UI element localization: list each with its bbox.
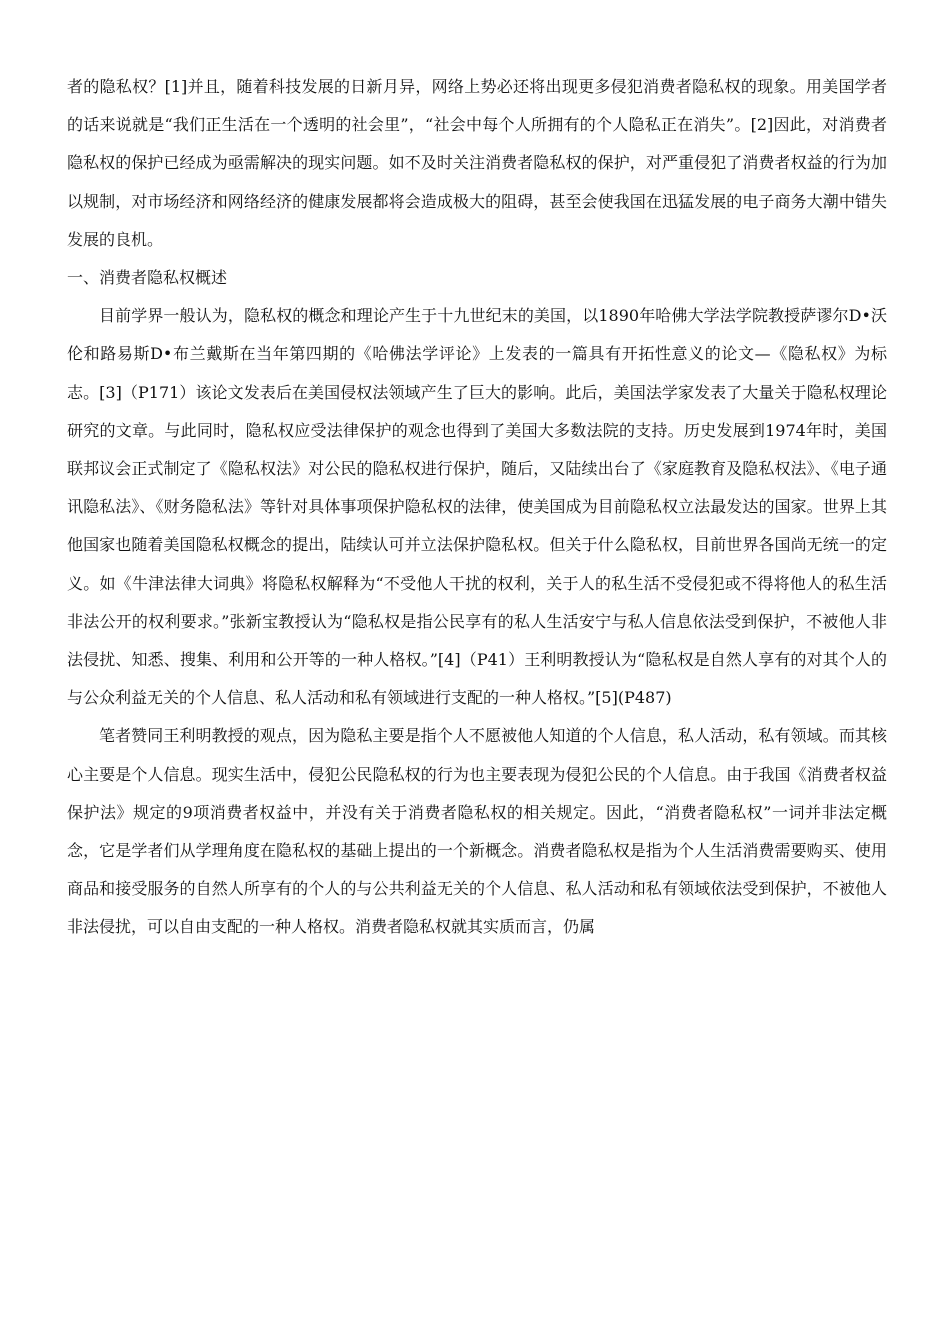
section-heading: 一、消费者隐私权概述 — [67, 268, 228, 288]
document-page — [67, 68, 887, 947]
paragraph-author-view: 笔者赞同王利明教授的观点，因为隐私主要是指个人不愿被他人知道的个人信息，私人活动，私有领域。而其核心主要是个人信息。现实生活中，侵犯公民隐私权的行为也主要表现为侵犯公民的个人信息。由于我国《消费者权益保护法》规定的9项消费者权益中，并没有关于消费者隐私权的相关规定。因此，“消费者隐私权”一词并非法定概念，它是学者们从学理角度在隐私权的基础上提出的一个新概念。消费者隐私权是指为个人生活消费需要购买、使用商品和接受服务的自然人所享有的个人的与公共利益无关的个人信息、私人活动和私有领域依法受到保护，不被他人非法侵扰，可以自由支配的一种人格权。消费者隐私权就其实质而言，仍属 — [67, 726, 887, 937]
paragraph-privacy-history: 目前学界一般认为，隐私权的概念和理论产生于十九世纪末的美国，以1890年哈佛大学法学院教授萨谬尔D•沃伦和路易斯D•布兰戴斯在当年第四期的《哈佛法学评论》上发表的一篇具有开拓性意义的论文—《隐私权》为标志。[3]（P171）该论文发表后在美国侵权法领域产生了巨大的影响。此后，美国法学家发表了大量关于隐私权理论研究的文章。与此同时，隐私权应受法律保护的观念也得到了美国大多数法院的支持。历史发展到1974年时，美国联邦议会正式制定了《隐私权法》对公民的隐私权进行保护，随后，又陆续出台了《家庭教育及隐私权法》、《电子通讯隐私法》、《财务隐私法》等针对具体事项保护隐私权的法律，使美国成为目前隐私权立法最发达的国家。世界上其他国家也随着美国隐私权概念的提出，陆续认可并立法保护隐私权。但关于什么隐私权，目前世界各国尚无统一的定义。如《牛津法律大词典》将隐私权解释为“不受他人干扰的权利，关于人的私生活不受侵犯或不得将他人的私生活非法公开的权利要求。”张新宝教授认为“隐私权是指公民享有的私人生活安宁与私人信息依法受到保护，不被他人非法侵扰、知悉、搜集、利用和公开等的一种人格权。”[4]（P41）王利明教授认为“隐私权是自然人享有的对其个人的与公众利益无关的个人信息、私人活动和私有领域进行支配的一种人格权。”[5](P487) — [67, 306, 887, 708]
paragraph-continuation: 者的隐私权？[1]并且，随着科技发展的日新月异，网络上势必还将出现更多侵犯消费者隐私权的现象。用美国学者的话来说就是“我们正生活在一个透明的社会里”，“社会中每个人所拥有的个人隐私正在消失”。[2]因此，对消费者隐私权的保护已经成为亟需解决的现实问题。如不及时关注消费者隐私权的保护，对严重侵犯了消费者权益的行为加以规制，对市场经济和网络经济的健康发展都将会造成极大的阻碍，甚至会使我国在迅猛发展的电子商务大潮中错失发展的良机。 — [67, 77, 887, 249]
